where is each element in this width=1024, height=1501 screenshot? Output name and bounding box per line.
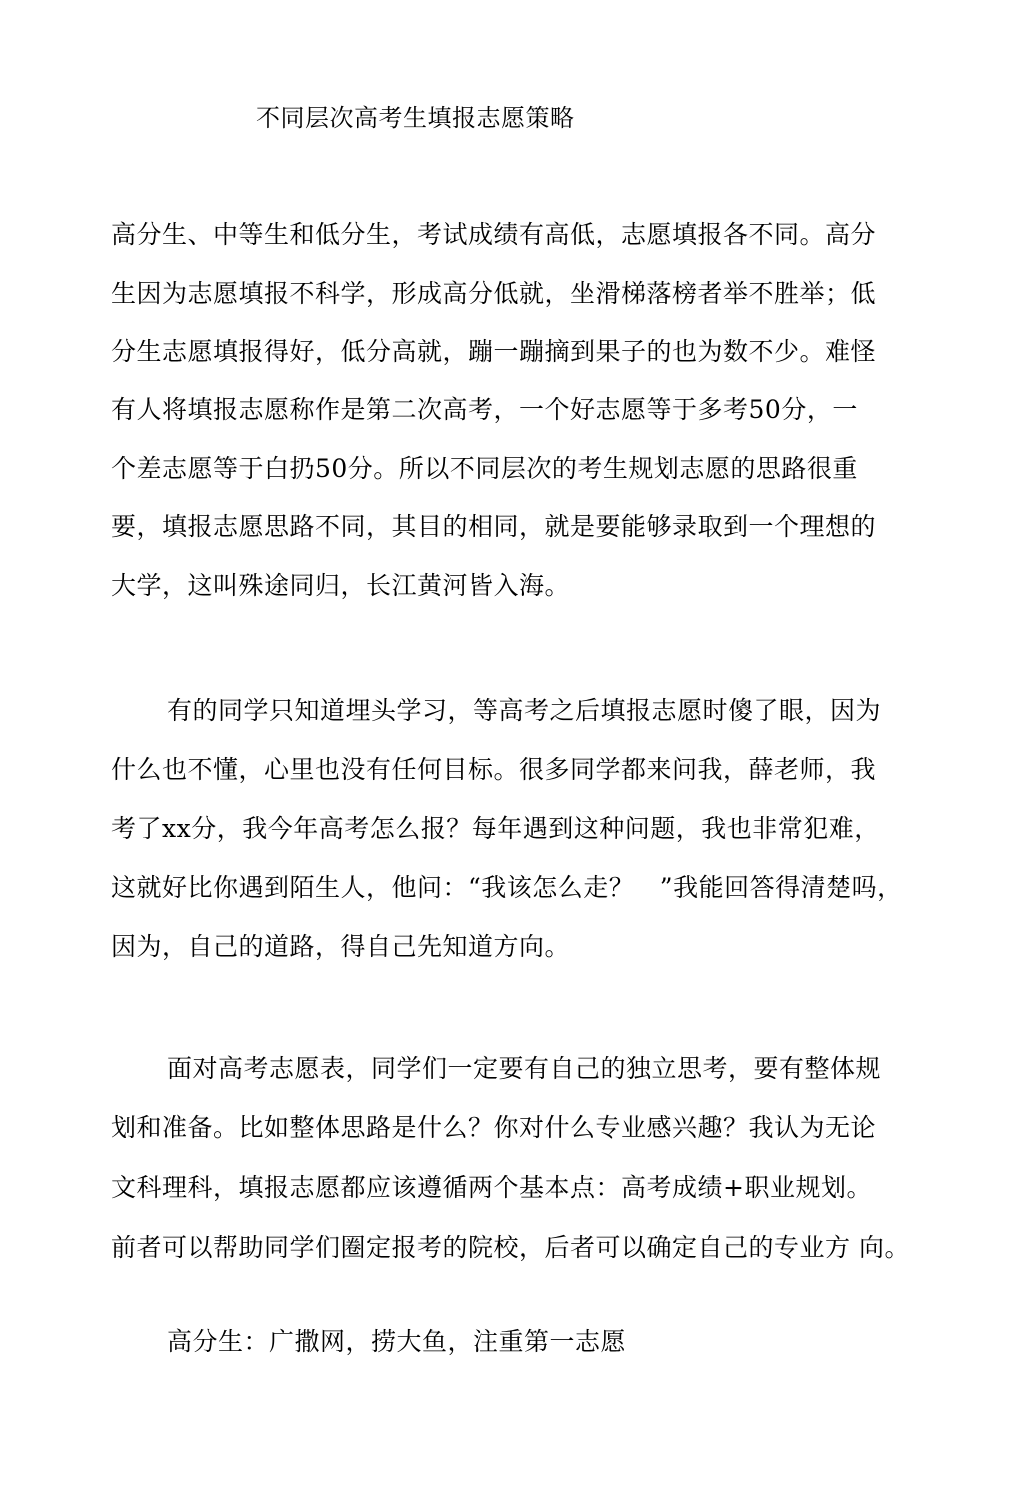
paragraph-3-line-3: 文科理科，填报志愿都应该遵循两个基本点：高考成绩+职业规划。 — [111, 1173, 872, 1202]
paragraph-3-line-4: 前者可以帮助同学们圈定报考的院校，后者可以确定自己的专业方 向。 — [111, 1233, 910, 1262]
paragraph-1-line-4: 有人将填报志愿称作是第二次高考，一个好志愿等于多考50分，一 — [111, 395, 858, 424]
paragraph-2-line-2: 什么也不懂，心里也没有任何目标。很多同学都来问我，薛老师，我 — [111, 755, 877, 784]
paragraph-1-line-2: 生因为志愿填报不科学，形成高分低就，坐滑梯落榜者举不胜举；低 — [111, 279, 877, 308]
paragraph-1-line-6: 要，填报志愿思路不同，其目的相同，就是要能够录取到一个理想的 — [111, 512, 877, 541]
paragraph-1-line-5: 个差志愿等于白扔50分。所以不同层次的考生规划志愿的思路很重 — [111, 454, 858, 483]
paragraph-1-line-3: 分生志愿填报得好，低分高就，蹦一蹦摘到果子的也为数不少。难怪 — [111, 337, 877, 366]
paragraph-2-line-5: 因为，自己的道路，得自己先知道方向。 — [111, 932, 571, 961]
paragraph-3-line-1: 面对高考志愿表，同学们一定要有自己的独立思考，要有整体规 — [167, 1054, 882, 1083]
paragraph-2-line-3: 考了xx分，我今年高考怎么报？每年遇到这种问题，我也非常犯难， — [111, 814, 880, 843]
paragraph-1-line-1: 高分生、中等生和低分生，考试成绩有高低，志愿填报各不同。高分 — [111, 220, 877, 249]
paragraph-2-line-1: 有的同学只知道埋头学习，等高考之后填报志愿时傻了眼，因为 — [167, 696, 882, 725]
document-title: 不同层次高考生填报志愿策略 — [256, 104, 575, 132]
section-heading-high-score: 高分生：广撒网，捞大鱼，注重第一志愿 — [167, 1327, 627, 1356]
paragraph-2-line-4: 这就好比你遇到陌生人，他问：“我该怎么走？ ”我能回答得清楚吗， — [111, 873, 903, 902]
paragraph-1-line-7: 大学，这叫殊途同归，长江黄河皆入海。 — [111, 571, 571, 600]
paragraph-3-line-2: 划和准备。比如整体思路是什么？你对什么专业感兴趣？我认为无论 — [111, 1113, 877, 1142]
